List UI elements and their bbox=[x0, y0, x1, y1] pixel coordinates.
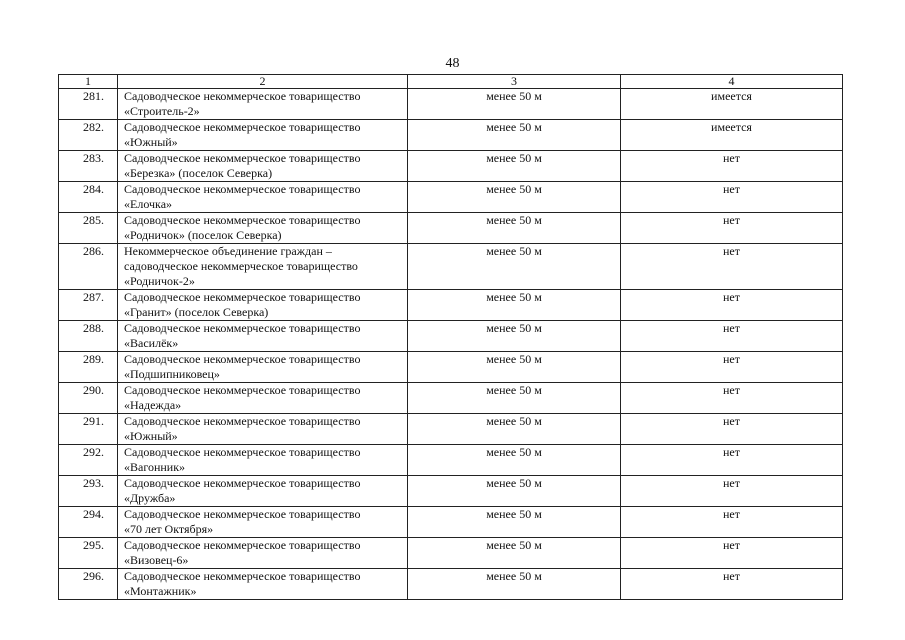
organization-name-line: «Южный» bbox=[124, 429, 178, 443]
availability-value: имеется bbox=[621, 89, 843, 120]
distance-value: менее 50 м bbox=[408, 89, 621, 120]
organization-name bbox=[118, 445, 408, 476]
organization-name-line: Садоводческое некоммерческое товарищество bbox=[124, 89, 361, 103]
row-number: 296. bbox=[59, 569, 118, 600]
distance-value: менее 50 м bbox=[408, 120, 621, 151]
distance-value: менее 50 м bbox=[408, 213, 621, 244]
distance-value: менее 50 м bbox=[408, 383, 621, 414]
organization-name bbox=[118, 414, 408, 445]
organization-name-line: «Монтажник» bbox=[124, 584, 197, 598]
organization-name-line: Садоводческое некоммерческое товарищество bbox=[124, 213, 361, 227]
organization-name bbox=[118, 290, 408, 321]
organization-name-line: Садоводческое некоммерческое товарищество bbox=[124, 538, 361, 552]
organization-name bbox=[118, 151, 408, 182]
table-row bbox=[59, 538, 843, 569]
column-header-4: 4 bbox=[621, 75, 843, 89]
availability-value: нет bbox=[621, 414, 843, 445]
table-row bbox=[59, 507, 843, 538]
table-row bbox=[59, 569, 843, 600]
row-number: 293. bbox=[59, 476, 118, 507]
organization-name-line: «Гранит» (поселок Северка) bbox=[124, 305, 269, 319]
organization-name-line: «Родничок» (поселок Северка) bbox=[124, 228, 282, 242]
organization-name bbox=[118, 476, 408, 507]
availability-value: нет bbox=[621, 213, 843, 244]
table-row bbox=[59, 321, 843, 352]
availability-value: нет bbox=[621, 507, 843, 538]
organization-name-line: Садоводческое некоммерческое товарищество bbox=[124, 290, 361, 304]
organization-name bbox=[118, 120, 408, 151]
distance-value: менее 50 м bbox=[408, 445, 621, 476]
row-number: 287. bbox=[59, 290, 118, 321]
organization-name-line: «Визовец-6» bbox=[124, 553, 189, 567]
distance-value: менее 50 м bbox=[408, 507, 621, 538]
table-header-row bbox=[59, 75, 843, 89]
distance-value: менее 50 м bbox=[408, 244, 621, 290]
distance-value: менее 50 м bbox=[408, 352, 621, 383]
column-header-2: 2 bbox=[118, 75, 408, 89]
row-number: 283. bbox=[59, 151, 118, 182]
organization-name-line: Садоводческое некоммерческое товарищество bbox=[124, 182, 361, 196]
organization-name-line: «70 лет Октября» bbox=[124, 522, 214, 536]
table-row bbox=[59, 89, 843, 120]
organization-name-line: Садоводческое некоммерческое товарищество bbox=[124, 445, 361, 459]
organization-name-line: Садоводческое некоммерческое товарищество bbox=[124, 383, 361, 397]
row-number: 288. bbox=[59, 321, 118, 352]
availability-value: нет bbox=[621, 569, 843, 600]
organization-name-line: Садоводческое некоммерческое товарищество bbox=[124, 352, 361, 366]
organization-name-line: Садоводческое некоммерческое товарищество bbox=[124, 507, 361, 521]
page-number: 48 bbox=[445, 56, 460, 71]
organization-name-line: «Вагонник» bbox=[124, 460, 186, 474]
organization-name-line: «Южный» bbox=[124, 135, 178, 149]
distance-value: менее 50 м bbox=[408, 538, 621, 569]
organization-name-line: «Елочка» bbox=[124, 197, 173, 211]
table-row bbox=[59, 290, 843, 321]
row-number: 292. bbox=[59, 445, 118, 476]
distance-value: менее 50 м bbox=[408, 476, 621, 507]
table-row bbox=[59, 151, 843, 182]
availability-value: нет bbox=[621, 445, 843, 476]
availability-value: нет bbox=[621, 244, 843, 290]
availability-value: нет bbox=[621, 321, 843, 352]
distance-value: менее 50 м bbox=[408, 290, 621, 321]
availability-value: имеется bbox=[621, 120, 843, 151]
table-row bbox=[59, 213, 843, 244]
organization-name bbox=[118, 507, 408, 538]
organization-name bbox=[118, 538, 408, 569]
table-row bbox=[59, 445, 843, 476]
organization-name bbox=[118, 321, 408, 352]
availability-value: нет bbox=[621, 182, 843, 213]
availability-value: нет bbox=[621, 151, 843, 182]
organization-name-line: Садоводческое некоммерческое товарищество bbox=[124, 321, 361, 335]
availability-value: нет bbox=[621, 538, 843, 569]
organization-name bbox=[118, 352, 408, 383]
organization-name-line: Садоводческое некоммерческое товарищество bbox=[124, 569, 361, 583]
row-number: 295. bbox=[59, 538, 118, 569]
distance-value: менее 50 м bbox=[408, 321, 621, 352]
row-number: 281. bbox=[59, 89, 118, 120]
availability-value: нет bbox=[621, 383, 843, 414]
table-row bbox=[59, 352, 843, 383]
column-header-1: 1 bbox=[59, 75, 118, 89]
row-number: 285. bbox=[59, 213, 118, 244]
row-number: 290. bbox=[59, 383, 118, 414]
organization-name bbox=[118, 182, 408, 213]
organization-name bbox=[118, 569, 408, 600]
organization-name-line: «Родничок-2» bbox=[124, 274, 195, 288]
row-number: 282. bbox=[59, 120, 118, 151]
table-row bbox=[59, 383, 843, 414]
organization-name bbox=[118, 89, 408, 120]
row-number: 289. bbox=[59, 352, 118, 383]
organization-name-line: Садоводческое некоммерческое товарищество bbox=[124, 151, 361, 165]
organization-name-line: «Василёк» bbox=[124, 336, 179, 350]
organization-name-line: Садоводческое некоммерческое товарищество bbox=[124, 476, 361, 490]
organization-name-line: Садоводческое некоммерческое товарищество bbox=[124, 414, 361, 428]
organization-name-line: «Подшипниковец» bbox=[124, 367, 220, 381]
organization-name-line: садоводческое некоммерческое товарищество bbox=[124, 259, 358, 273]
distance-value: менее 50 м bbox=[408, 151, 621, 182]
organization-name-line: «Березка» (поселок Северка) bbox=[124, 166, 273, 180]
table-row bbox=[59, 120, 843, 151]
table-row bbox=[59, 414, 843, 445]
row-number: 294. bbox=[59, 507, 118, 538]
row-number: 291. bbox=[59, 414, 118, 445]
availability-value: нет bbox=[621, 352, 843, 383]
organization-name bbox=[118, 213, 408, 244]
distance-value: менее 50 м bbox=[408, 182, 621, 213]
availability-value: нет bbox=[621, 290, 843, 321]
organization-name-line: «Строитель-2» bbox=[124, 104, 200, 118]
organization-name bbox=[118, 244, 408, 290]
table-row bbox=[59, 476, 843, 507]
availability-value: нет bbox=[621, 476, 843, 507]
data-table bbox=[58, 74, 843, 600]
distance-value: менее 50 м bbox=[408, 569, 621, 600]
row-number: 284. bbox=[59, 182, 118, 213]
column-header-3: 3 bbox=[408, 75, 621, 89]
organization-name-line: «Надежда» bbox=[124, 398, 182, 412]
organization-name-line: Садоводческое некоммерческое товарищество bbox=[124, 120, 361, 134]
organization-name-line: «Дружба» bbox=[124, 491, 176, 505]
row-number: 286. bbox=[59, 244, 118, 290]
table-body bbox=[59, 75, 843, 600]
organization-name bbox=[118, 383, 408, 414]
table-row bbox=[59, 182, 843, 213]
organization-name-line: Некоммерческое объединение граждан – bbox=[124, 244, 332, 258]
distance-value: менее 50 м bbox=[408, 414, 621, 445]
table-row bbox=[59, 244, 843, 290]
